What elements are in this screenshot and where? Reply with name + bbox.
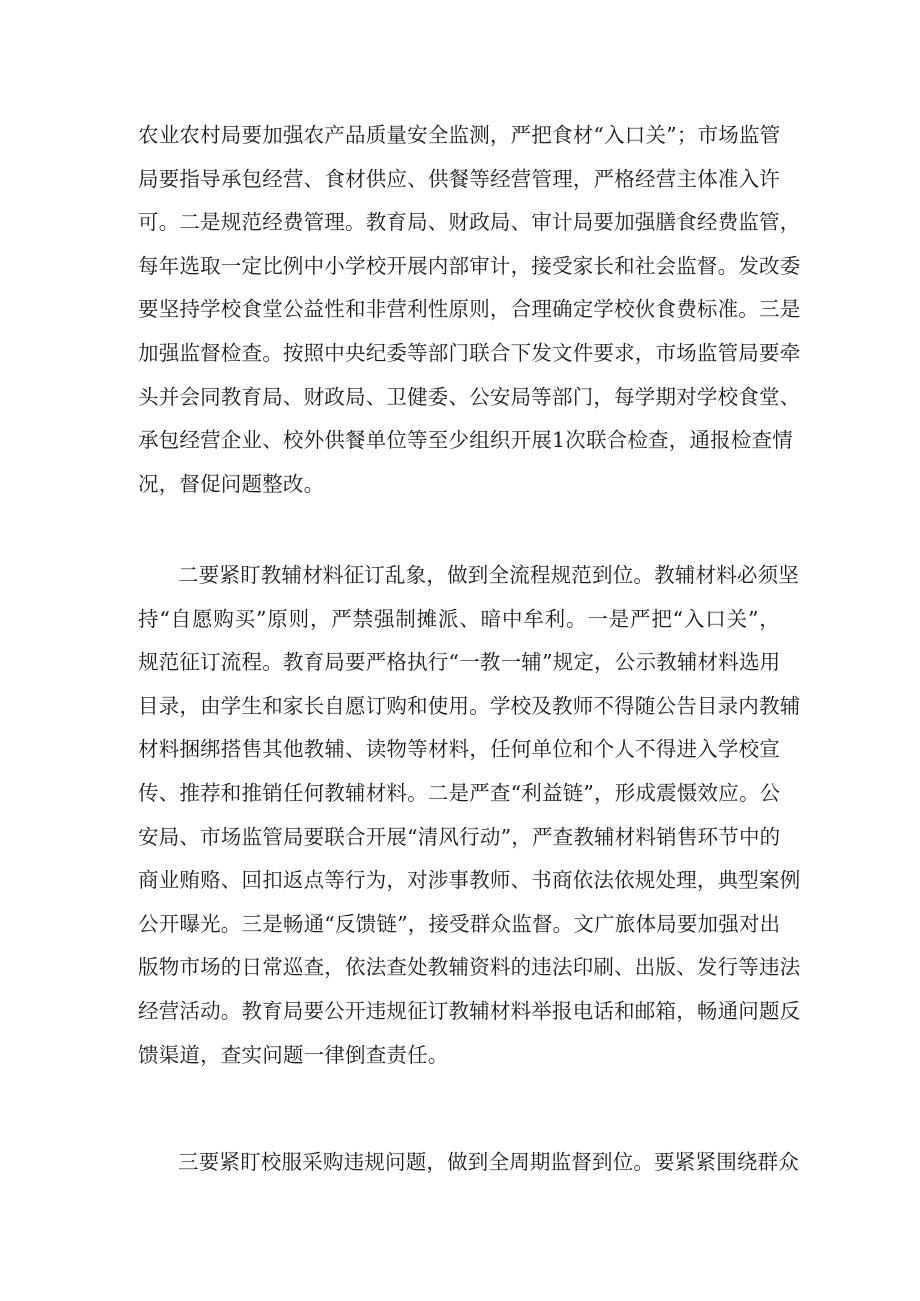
text-line: 目录，由学生和家长自愿订购和使用。学校及教师不得随公告目录内教辅 (138, 693, 801, 718)
text-line: 规范征订流程。教育局要严格执行“一教一辅”规定，公示教辅材料选用 (138, 650, 781, 675)
text-line: 每年选取一定比例中小学校开展内部审计，接受家长和社会监督。发改委 (138, 253, 801, 278)
text-line: 材料捆绑搭售其他教辅、读物等材料，任何单位和个人不得进入学校宣 (138, 737, 780, 762)
text-line: 二要紧盯教辅材料征订乱象，做到全流程规范到位。教辅材料必须坚 (178, 563, 799, 587)
paragraph-teaching-materials (138, 558, 801, 1072)
text-line: 局要指导承包经营、食材供应、供餐等经营管理，严格经营主体准入许 (138, 166, 780, 191)
text-line: 持“自愿购买”原则，严禁强制摊派、暗中牟利。一是严把“入口关”， (138, 606, 780, 631)
text-line: 承包经营企业、校外供餐单位等至少组织开展1次联合检查，通报检查情 (138, 428, 793, 453)
text-line: 安局、市场监管局要联合开展“清风行动”，严查教辅材料销售环节中的 (138, 824, 781, 849)
text-line: 传、推荐和推销任何教辅材料。二是严查“利益链”，形成震慑效应。公 (138, 780, 781, 805)
text-line: 三要紧盯校服采购违规问题，做到全周期监督到位。要紧紧围绕群众 (178, 1150, 799, 1174)
text-line: 头并会同教育局、财政局、卫健委、公安局等部门，每学期对学校食堂、 (138, 384, 801, 409)
text-line: 经营活动。教育局要公开违规征订教辅材料举报电话和邮箱，畅通问题反 (138, 998, 801, 1023)
paragraph-food-safety (138, 118, 801, 501)
text-line: 版物市场的日常巡查，依法查处教辅资料的违法印刷、出版、发行等违法 (138, 955, 801, 980)
text-line: 馈渠道，查实问题一律倒查责任。 (138, 1042, 449, 1067)
text-line: 农业农村局要加强农产品质量安全监测，严把食材“入口关”；市场监管 (138, 123, 781, 147)
paragraph-uniform-procurement (138, 1145, 799, 1179)
text-line: 要坚持学校食堂公益性和非营利性原则，合理确定学校伙食费标准。三是 (138, 297, 801, 322)
text-line: 商业贿赂、回扣返点等行为，对涉事教师、书商依法依规处理，典型案例 (138, 868, 801, 893)
text-line: 可。二是规范经费管理。教育局、财政局、审计局要加强膳食经费监管， (138, 210, 801, 235)
text-line: 况，督促问题整改。 (138, 471, 325, 496)
text-line: 加强监督检查。按照中央纪委等部门联合下发文件要求，市场监管局要牵 (138, 340, 801, 365)
text-line: 公开曝光。三是畅通“反馈链”，接受群众监督。文广旅体局要加强对出 (138, 911, 781, 936)
